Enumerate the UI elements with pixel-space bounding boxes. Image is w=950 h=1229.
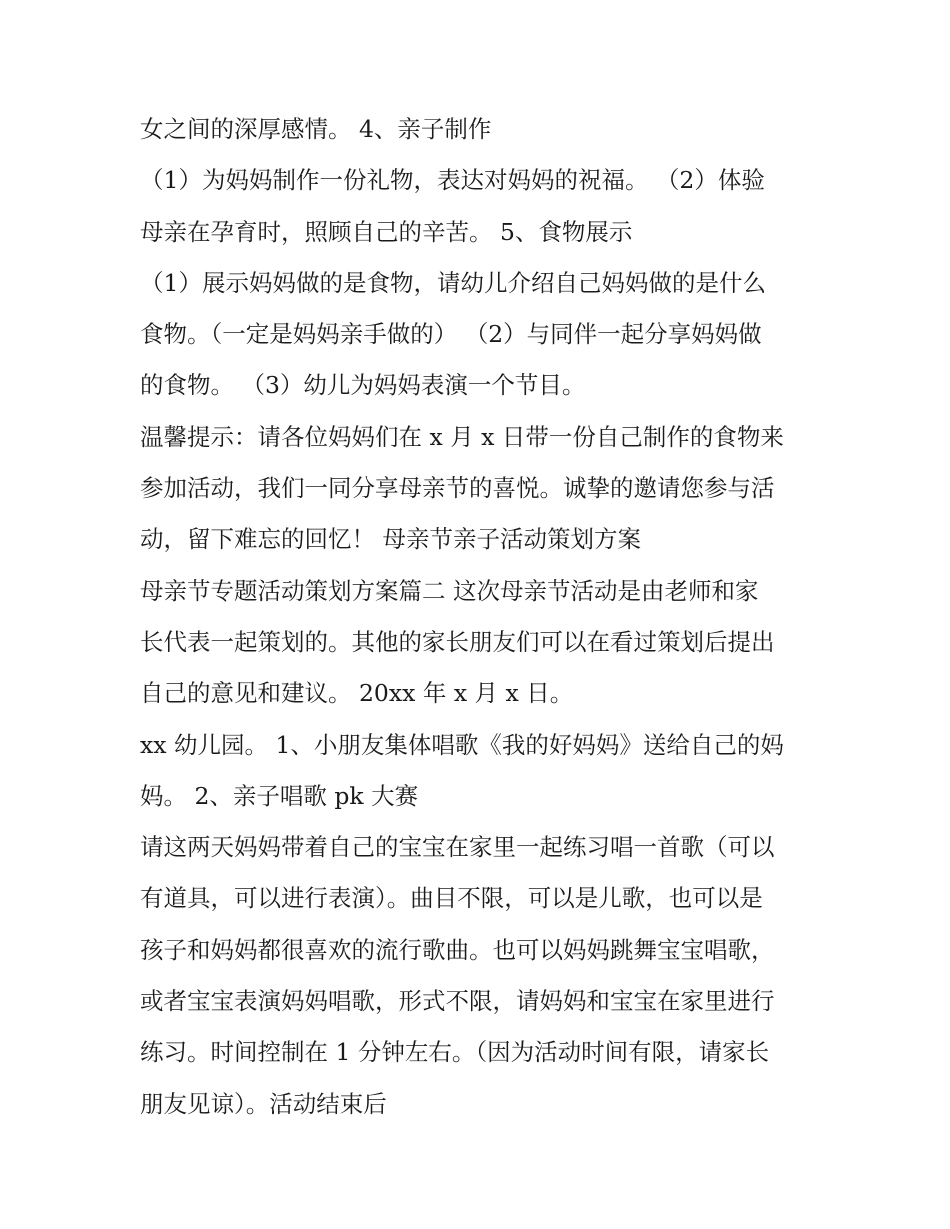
text-line: 的食物。 （3）幼儿为妈妈表演一个节目。: [140, 371, 586, 400]
text-line: 朋友见谅）。活动结束后: [140, 1089, 387, 1118]
text-line: 有道具，可以进行表演）。曲目不限，可以是儿歌，也可以是: [140, 884, 763, 913]
text-line: 妈。 2、亲子唱歌 pk 大赛: [140, 781, 419, 810]
text-line: 练习。时间控制在 1 分钟左右。（因为活动时间有限，请家长: [140, 1038, 770, 1067]
text-line: 动，留下难忘的回忆！ 母亲节亲子活动策划方案: [140, 525, 641, 554]
text-line: 孩子和妈妈都很喜欢的流行歌曲。也可以妈妈跳舞宝宝唱歌，: [140, 935, 775, 964]
text-line: 请这两天妈妈带着自己的宝宝在家里一起练习唱一首歌（可以: [140, 833, 775, 862]
text-line: 温馨提示：请各位妈妈们在 x 月 x 日带一份自己制作的食物来: [140, 422, 784, 451]
text-line: xx 幼儿园。 1、小朋友集体唱歌《我的好妈妈》送给自己的妈: [140, 730, 784, 759]
text-line: 食物。（一定是妈妈亲手做的） （2）与同伴一起分享妈妈做: [140, 320, 762, 349]
text-line: 女之间的深厚感情。 4、亲子制作: [140, 115, 492, 143]
text-line: 参加活动，我们一同分享母亲节的喜悦。诚挚的邀请您参与活: [140, 474, 775, 503]
text-line: 母亲节专题活动策划方案篇二 这次母亲节活动是由老师和家: [140, 576, 759, 605]
text-line: （1）为妈妈制作一份礼物，表达对妈妈的祝福。 （2）体验: [140, 166, 765, 195]
text-line: 或者宝宝表演妈妈唱歌，形式不限，请妈妈和宝宝在家里进行: [140, 987, 775, 1016]
text-line: 自己的意见和建议。 20xx 年 x 月 x 日。: [140, 679, 574, 708]
text-line: （1）展示妈妈做的是食物，请幼儿介绍自己妈妈做的是什么: [140, 268, 766, 297]
text-line: 母亲在孕育时，照顾自己的辛苦。 5、食物展示: [140, 217, 633, 246]
document-body: [140, 110, 830, 1136]
text-line: 长代表一起策划的。其他的家长朋友们可以在看过策划后提出: [140, 627, 775, 656]
